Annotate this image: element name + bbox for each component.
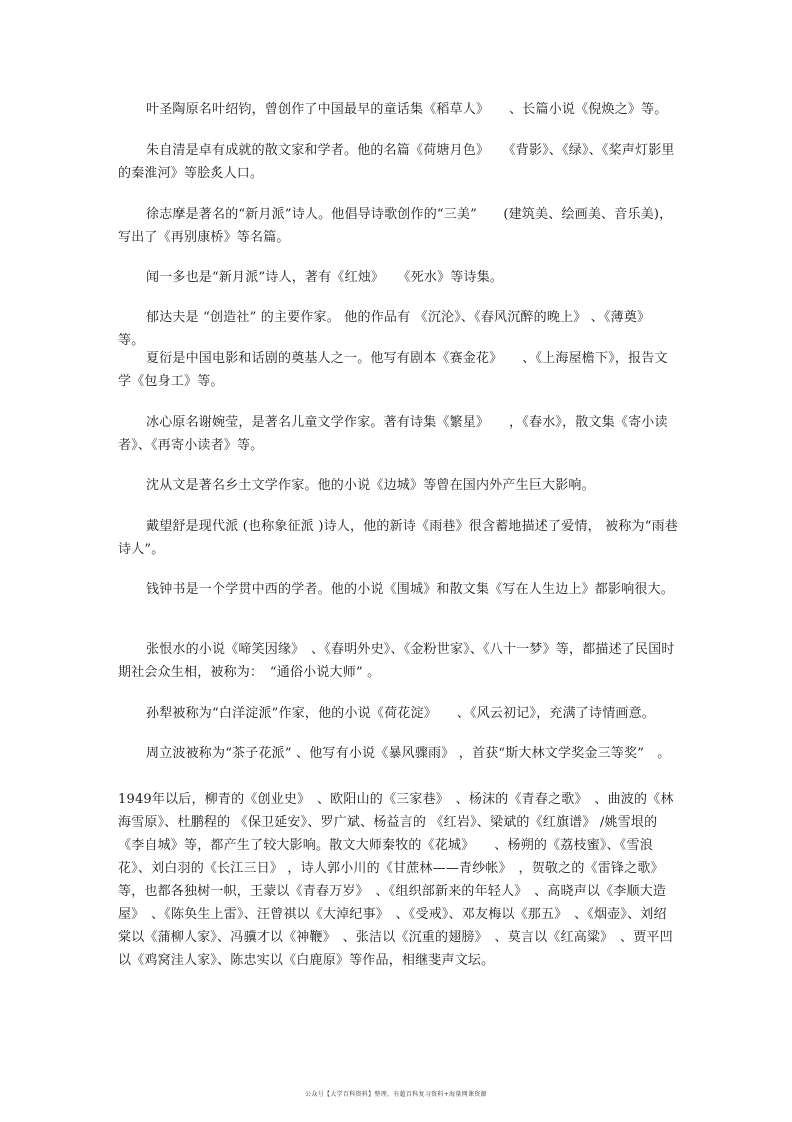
paragraph-zhu-ziqing: 朱自清是卓有成就的散文家和学者。他的名篇《荷塘月色》 《背影》、《绿》、《桨声灯影里的秦淮河》等脍炙人口。 xyxy=(118,143,675,181)
paragraph-xu-zhimo: 徐志摩是著名的“新月派”诗人。他倡导诗歌创作的“三美” (建筑美、绘画美、音乐美)，写出了《再别康桥》等名篇。 xyxy=(118,207,673,245)
paragraph-sun-li: 孙犁被称为“白洋淀派”作家，他的小说《荷花淀》 、《风云初记》，充满了诗情画意。 xyxy=(146,706,655,721)
paragraph-ye-shengtao: 叶圣陶原名叶绍钧，曾创作了中国最早的童话集《稻草人》 、长篇小说《倪焕之》等。 xyxy=(146,102,668,117)
paragraph-shen-congwen: 沈从文是著名乡土文学作家。他的小说《边城》等曾在国内外产生巨大影响。 xyxy=(146,478,595,493)
paragraph-zhou-libo: 周立波被称为“茶子花派” 、他写有小说《暴风骤雨》 ，首获“斯大林文学奖金三等奖” 。 xyxy=(146,746,671,761)
paragraph-xia-yan: 夏衍是中国电影和话剧的奠基人之一。他写有剧本《赛金花》 、《上海屋檐下》，报告文学《包身工》等。 xyxy=(118,351,668,389)
paragraph-qian-zhongshu: 钱钟书是一个学贯中西的学者。他的小说《围城》和散文集《写在人生边上》都影响很大。 xyxy=(146,582,675,597)
paragraph-dai-wangshu: 戴望舒是现代派 (也称象征派 )诗人，他的新诗《雨巷》很含蓄地描述了爱情， 被称为“雨巷诗人”。 xyxy=(118,519,678,557)
page-footer: 公众号【大学百科资料】整理，有超百科复习资料+海量网课资源 xyxy=(305,1091,487,1098)
paragraph-bing-xin: 冰心原名谢婉莹，是著名儿童文学作家。著有诗集《繁星》 ，《春水》，散文集《寄小读者》、《再寄小读者》等。 xyxy=(118,415,668,453)
paragraph-yu-dafu: 郁达夫是 “创造社” 的主要作家。 他的作品有 《沉沦》、《春风沉醉的晚上》 、《薄奠》 等。 xyxy=(118,310,651,348)
paragraph-wen-yiduo: 闻一多也是“新月派”诗人，著有《红烛》 《死水》等诗集。 xyxy=(146,270,504,285)
paragraph-post-1949: 1949年以后，柳青的《创业史》 、欧阳山的《三家巷》 、杨沫的《青春之歌》 、曲波的《林海雪原》、杜鹏程的 《保卫延安》、罗广斌、杨益言的 《红岩》、梁斌的《红旗谱》 /姚雪垠的 《李自城》等，都产生了较大影响。散文大师秦牧的《花城》 、杨朔的《荔枝蜜》、《雪浪花》、刘白羽的《长江三日》 ，诗人郭小川的《甘蔗林——青纱帐》 ，贺敬之的《雷锋之歌》等，也都各独树一帜，王蒙以《青春万岁》 、《组织部新来的年轻人》 、高晓声以《李顺大造屋》 、《陈奂生上雷》、汪曾祺以《大淖纪事》 、《受戒》、邓友梅以《那五》 、《烟壶》、刘绍棠以《蒲柳人家》、冯骥才以《神鞭》 、张洁以《沉重的翅膀》 、莫言以《红高粱》 、贾平凹以《鸡窝洼人家》、陈忠实以《白鹿原》等作品，相继斐声文坛。 xyxy=(118,792,674,968)
paragraph-zhang-henshui: 张恨水的小说《啼笑因缘》 、《春明外史》、《金粉世家》、《八十一梦》等，都描述了民国时期社会众生相，被称为： “通俗小说大师” 。 xyxy=(118,642,675,680)
